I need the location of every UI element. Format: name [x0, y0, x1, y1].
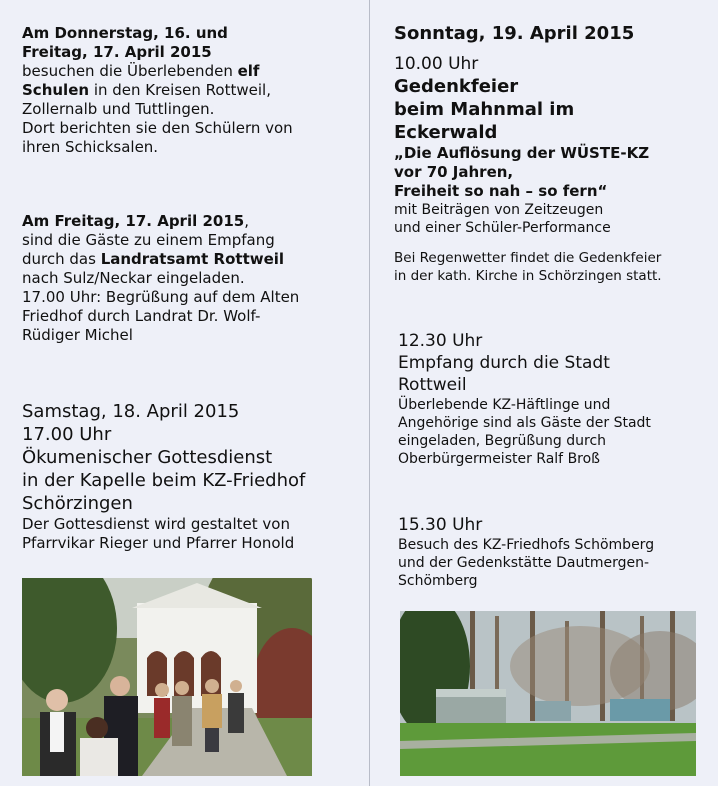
memorial-block — [394, 22, 662, 285]
date-heading-2: Freitag, 17. April 2015 — [22, 43, 212, 61]
bold-span: Schulen — [22, 81, 90, 99]
column-divider — [369, 0, 370, 786]
event-title-2: in der Kapelle beim KZ-Friedhof — [22, 470, 306, 491]
text-line — [22, 81, 293, 100]
event-title: Ökumenischer Gottesdienst — [22, 447, 273, 468]
quote-line: vor 70 Jahren, — [394, 163, 514, 181]
text-line: und der Gedenkstätte Dautmergen- — [398, 555, 650, 571]
time-heading: 15.30 Uhr — [398, 515, 483, 535]
text-line: Rüdiger Michel — [22, 326, 133, 344]
text-line: eingeladen, Begrüßung durch — [398, 433, 607, 449]
text-span: besuchen die Überlebenden — [22, 62, 238, 80]
event-title: Empfang durch die Stadt — [398, 353, 610, 373]
memorial-photo — [400, 611, 696, 776]
cemetery-visit-block — [398, 514, 654, 590]
text-line: und einer Schüler-Performance — [394, 220, 611, 236]
event-title-3: Schörzingen — [22, 493, 133, 514]
text-line: ihren Schicksalen. — [22, 138, 159, 156]
date-heading: Sonntag, 19. April 2015 — [394, 23, 635, 44]
text-span: durch das — [22, 250, 101, 268]
text-line: sind die Gäste zu einem Empfang — [22, 231, 275, 249]
schools-visit-block — [22, 24, 293, 157]
text-line: nach Sulz/Neckar eingeladen. — [22, 269, 245, 287]
text-line: Friedhof durch Landrat Dr. Wolf- — [22, 307, 261, 325]
text-line — [22, 212, 299, 231]
landratsamt-block — [22, 212, 299, 345]
bold-span: Am Freitag, 17. April 2015 — [22, 212, 245, 230]
text-line: Besuch des KZ-Friedhofs Schömberg — [398, 537, 655, 553]
rain-note: Bei Regenwetter findet die Gedenkfeier — [394, 250, 662, 266]
quote-line: „Die Auflösung der WÜSTE-KZ — [394, 144, 650, 162]
event-title: Gedenkfeier — [394, 76, 519, 97]
service-block — [22, 400, 305, 553]
date-heading: Samstag, 18. April 2015 — [22, 401, 240, 422]
reception-block — [398, 330, 651, 468]
event-title-3: Eckerwald — [394, 122, 498, 143]
text-line: Dort berichten sie den Schülern von — [22, 119, 293, 137]
rain-note-2: in der kath. Kirche in Schörzingen statt. — [394, 268, 662, 284]
text-line — [22, 250, 299, 269]
text-line: mit Beiträgen von Zeitzeugen — [394, 202, 604, 218]
time-heading: 12.30 Uhr — [398, 331, 483, 351]
event-title-2: Rottweil — [398, 375, 467, 395]
text-line: Der Gottesdienst wird gestaltet von — [22, 515, 290, 533]
text-span: , — [244, 212, 249, 230]
text-span: in den Kreisen Rottweil, — [89, 81, 271, 99]
event-title-2: beim Mahnmal im — [394, 99, 575, 120]
bold-span: Landratsamt Rottweil — [100, 250, 285, 268]
text-line: Angehörige sind als Gäste der Stadt — [398, 415, 651, 431]
text-line: Pfarrvikar Rieger und Pfarrer Honold — [22, 534, 295, 552]
text-line — [22, 62, 293, 81]
date-heading: Am Donnerstag, 16. und — [22, 24, 228, 42]
text-line: Überlebende KZ-Häftlinge und — [398, 397, 611, 413]
bold-span: elf — [237, 62, 260, 80]
text-line: Oberbürgermeister Ralf Broß — [398, 451, 601, 467]
text-line: Zollernalb und Tuttlingen. — [22, 100, 215, 118]
quote-line: Freiheit so nah – so fern“ — [394, 182, 608, 200]
chapel-photo — [22, 578, 312, 776]
text-line: 17.00 Uhr: Begrüßung auf dem Alten — [22, 288, 300, 306]
text-line: Schömberg — [398, 573, 478, 589]
time-heading: 17.00 Uhr — [22, 424, 112, 445]
time-heading: 10.00 Uhr — [394, 54, 479, 74]
